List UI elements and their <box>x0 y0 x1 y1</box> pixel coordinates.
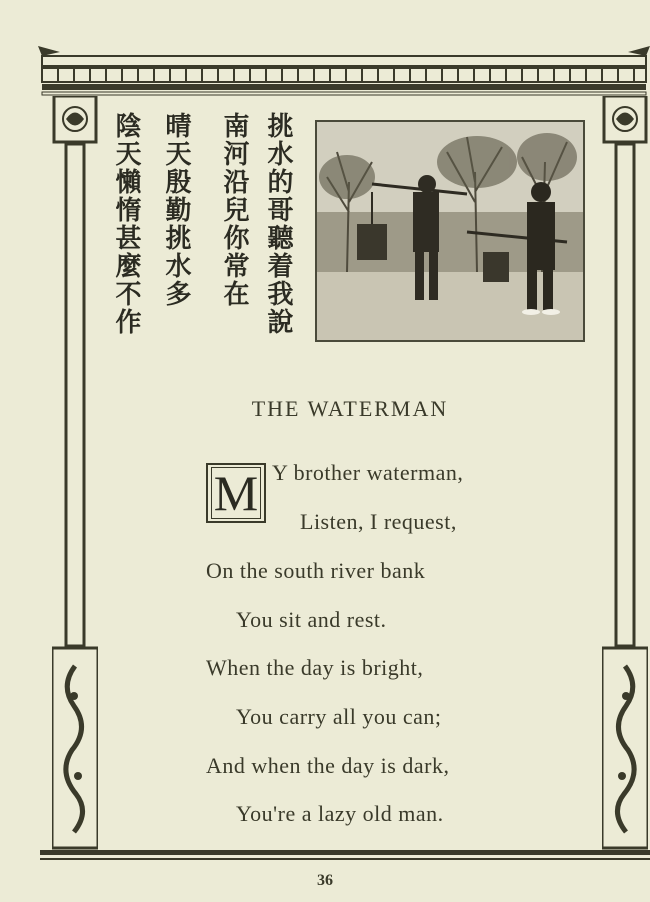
drop-cap <box>206 463 266 523</box>
right-pillar <box>602 96 648 856</box>
poem-line-5: When the day is bright, <box>206 655 424 680</box>
poem-line-8: You're a lazy old man. <box>236 801 444 826</box>
page-number: 36 <box>317 872 333 889</box>
chinese-column-3: 晴天殷勤挑水多 <box>161 112 191 308</box>
drop-cap-letter: M <box>211 467 261 519</box>
chinese-column-4: 陰天懶惰甚麼不作 <box>111 112 141 336</box>
roof-ornament <box>38 42 650 98</box>
chinese-column-2: 南河沿兒你常在 <box>219 112 249 308</box>
chinese-column-1: 挑水的哥聽着我說 <box>263 112 293 336</box>
two-water-carriers-photo <box>315 120 585 342</box>
poem-line-2: Listen, I request, <box>300 509 457 534</box>
poem-line-6: You carry all you can; <box>236 704 442 729</box>
poem-line-4: You sit and rest. <box>236 607 387 632</box>
poem-title: THE WATERMAN <box>251 396 449 421</box>
base-ornament <box>40 848 650 864</box>
poem-line-3: On the south river bank <box>206 558 426 583</box>
left-pillar <box>52 96 98 856</box>
poem-line-1: Y brother waterman, <box>272 460 464 485</box>
poem-line-7: And when the day is dark, <box>206 753 450 778</box>
